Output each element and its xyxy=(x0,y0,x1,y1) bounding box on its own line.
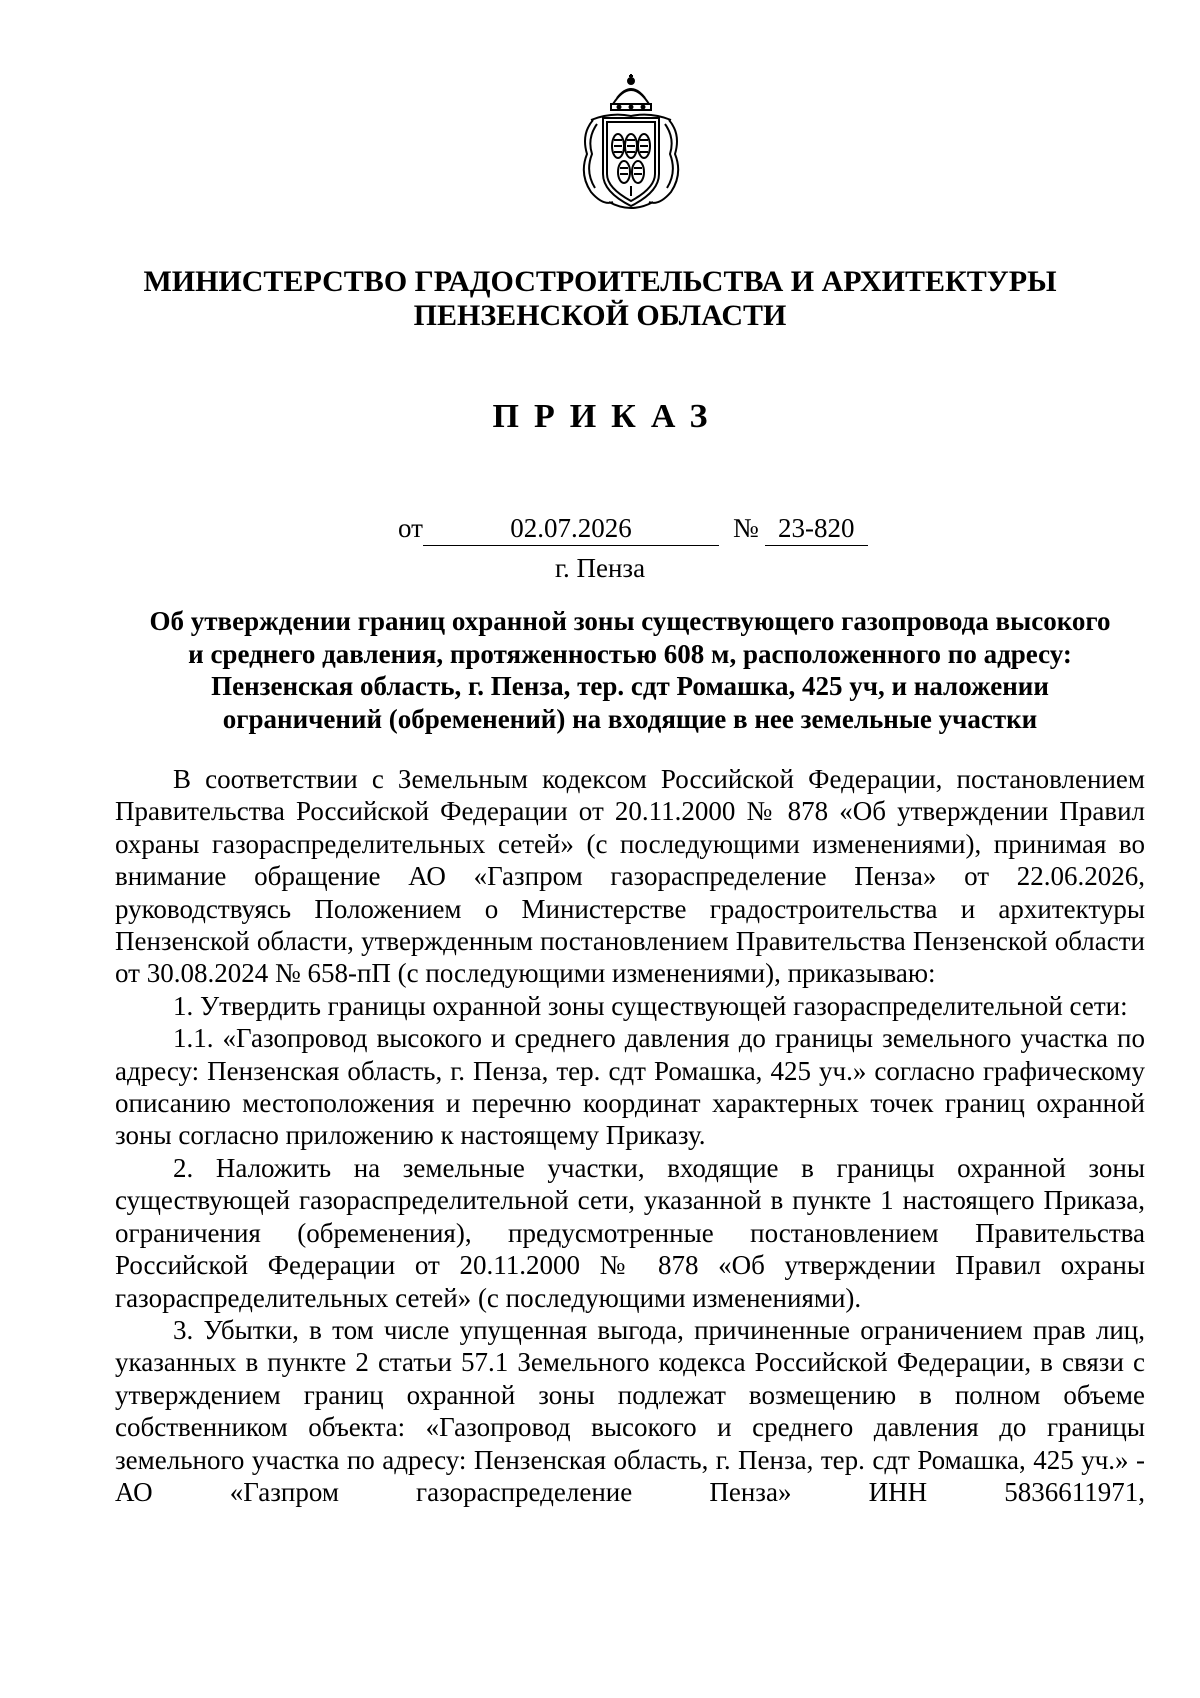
item-2-paragraph: 2. Наложить на земельные участки, входящие в границы охранной зоны существующей газораспределительной сети, указанной в пункте 1 настоящего Приказа, ограничения (обременения), предусмотренные постановлением Правительства Российской Федерации от 20.11.2000 № 878 «Об утверждении Правил охраны газораспределительных сетей» (с последующими изменениями). xyxy=(115,1152,1145,1313)
ministry-name-line1: МИНИСТЕРСТВО ГРАДОСТРОИТЕЛЬСТВА И АРХИТЕКТУРЫ xyxy=(143,265,1057,298)
subject-line: Об утверждении границ охранной зоны существующего газопровода высокого xyxy=(149,606,1111,636)
item-1-paragraph: 1. Утвердить границы охранной зоны существующей газораспределительной сети: xyxy=(173,990,1128,1021)
date-number-line xyxy=(398,510,868,546)
ministry-name-line2: ПЕНЗЕНСКОЙ ОБЛАСТИ xyxy=(413,299,787,332)
subject-line: и среднего давления, протяженностью 608 м, расположенного по адресу: xyxy=(188,638,1072,669)
item-3-paragraph: 3. Убытки, в том числе упущенная выгода, причиненные ограничением прав лиц, указанных в пункте 2 статьи 57.1 Земельного кодекса Российской Федерации, в связи с утверждением границ охранной зоны подлежат возмещению в полном объеме собственником объекта: «Газопровод высокого и среднего давления до границы земельного участка по адресу: Пензенская область, г. Пенза, тер. сдт Ромашка, 425 уч.» - АО «Газпром газораспределение Пенза» ИНН 5836611971, xyxy=(115,1314,1145,1507)
subject-line: ограничений (обременений) на входящие в нее земельные участки xyxy=(222,703,1038,734)
number-label: № xyxy=(732,513,759,543)
document-number: 23-820 xyxy=(765,511,868,546)
document-date: 02.07.2026 xyxy=(423,511,719,546)
preamble-paragraph: В соответствии с Земельным кодексом Российской Федерации, постановлением Правительства Российской Федерации от 20.11.2000 № 878 «Об утверждении Правил охраны газораспределительных сетей» (с последующими изменениями), принимая во внимание обращение АО «Газпром газораспределение Пенза» от 22.06.2026, руководствуясь Положением о Министерстве градостроительства и архитектуры Пензенской области, утвержденным постановлением Правительства Пензенской области от 30.08.2024 № 658-пП (с последующими изменениями), приказываю: xyxy=(115,764,1145,989)
document-body xyxy=(115,763,1145,1508)
document-city: г. Пенза xyxy=(554,553,646,583)
document-subject xyxy=(115,605,1145,735)
item-1-1-paragraph: 1.1. «Газопровод высокого и среднего давления до границы земельного участка по адресу: Пензенская область, г. Пенза, тер. сдт Ромашка, 425 уч.» согласно графическому описанию местоположения и перечню координат характерных точек границ охранной зоны согласно приложению к настоящему Приказу. xyxy=(115,1023,1145,1151)
document-type-title: ПРИКАЗ xyxy=(492,398,723,435)
coat-of-arms-icon xyxy=(573,74,689,214)
date-label: от xyxy=(398,513,423,543)
subject-line: Пензенская область, г. Пенза, тер. сдт Ромашка, 425 уч, и наложении xyxy=(211,671,1049,701)
